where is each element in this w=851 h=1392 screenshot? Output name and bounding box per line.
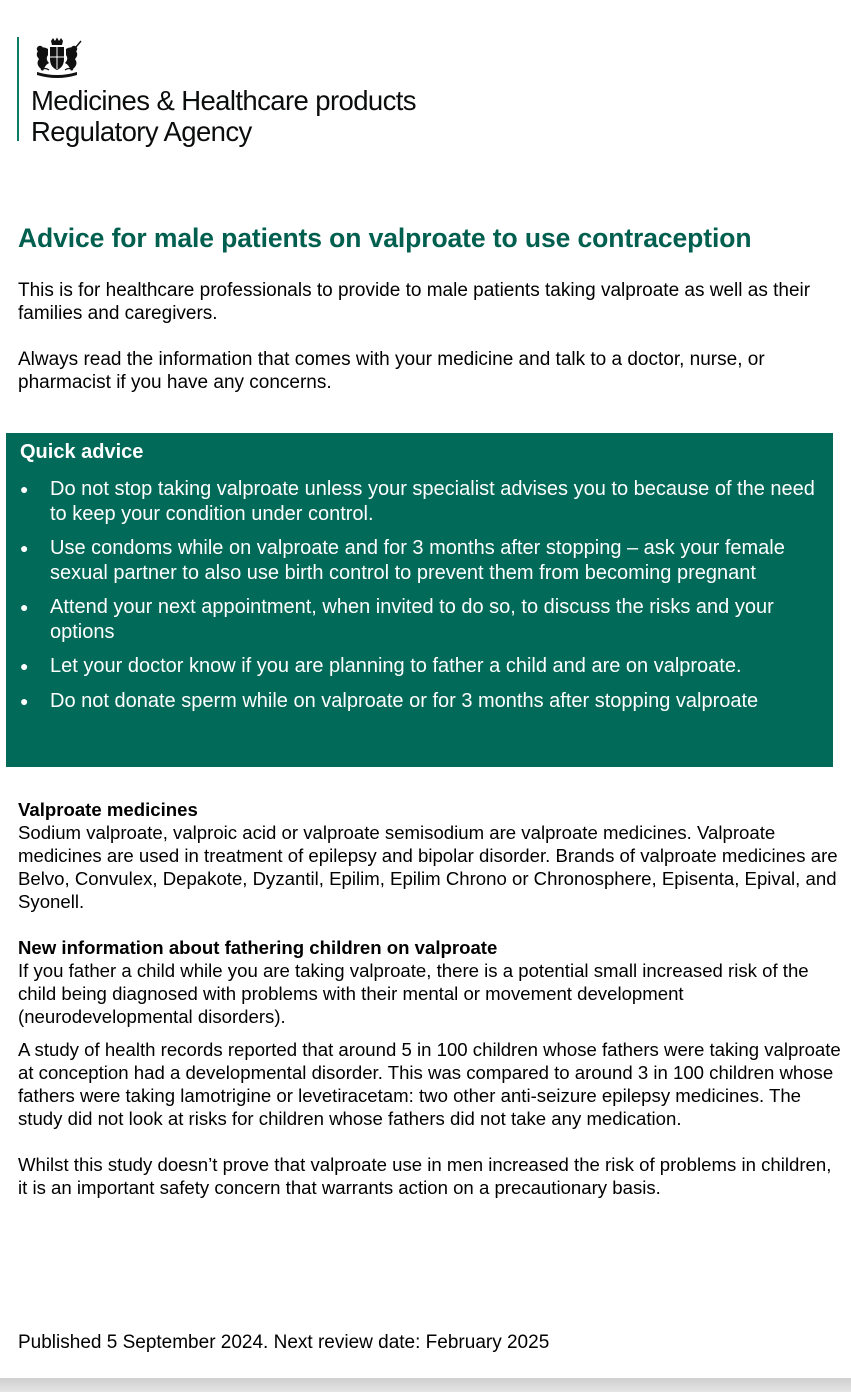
agency-name <box>31 85 416 147</box>
page-title: Advice for male patients on valproate to use contraception <box>18 223 752 253</box>
bullet-icon: ● <box>20 658 29 674</box>
main-content <box>18 798 843 1199</box>
quick-advice-list <box>20 477 820 723</box>
agency-name-line2: Regulatory Agency <box>31 116 252 147</box>
section-paragraph: Whilst this study doesn’t prove that valproate use in men increased the risk of problems in children, it is an important safety concern that warrants action on a precautionary basis. <box>18 1154 832 1198</box>
list-item-text: Use condoms while on valproate and for 3 months after stopping – ask your female sexual partner to also use birth control to prevent them from becoming pregnant <box>50 537 785 584</box>
quick-advice-panel <box>6 433 833 767</box>
list-item <box>20 595 820 644</box>
section-heading-valproate-medicines: Valproate medicines <box>18 799 198 820</box>
list-item <box>20 536 820 585</box>
list-item <box>20 689 820 714</box>
section-paragraph: Sodium valproate, valproic acid or valproate semisodium are valproate medicines. Valproate medicines are used in treatment of epilepsy and bipolar disorder. Brands of valproate medicines are Belvo, Convulex, Depakote, Dyzantil, Epilim, Epilim Chrono or Chronosphere, Episenta, Epival, and Syonell. <box>18 822 838 912</box>
quick-advice-heading: Quick advice <box>20 441 144 463</box>
royal-coat-of-arms-icon <box>31 37 83 79</box>
list-item-text: Attend your next appointment, when invited to do so, to discuss the risks and your options <box>50 596 774 643</box>
bullet-icon: ● <box>20 599 29 615</box>
section-paragraph: If you father a child while you are taking valproate, there is a potential small increased risk of the child being diagnosed with problems with their mental or movement development (neurodevelopmental disorders). <box>18 960 809 1027</box>
intro-paragraph: This is for healthcare professionals to provide to male patients taking valproate as well as their families and caregivers. <box>18 280 811 324</box>
page-bottom-edge <box>0 1378 851 1392</box>
mhra-logo <box>17 37 416 147</box>
list-item-text: Do not donate sperm while on valproate or for 3 months after stopping valproate <box>50 689 759 712</box>
agency-name-line1: Medicines & Healthcare products <box>31 85 416 116</box>
section-heading-new-information: New information about fathering children on valproate <box>18 937 498 958</box>
list-item-text: Do not stop taking valproate unless your specialist advises you to because of the need to keep your condition under control. <box>50 478 815 525</box>
bullet-icon: ● <box>20 540 29 556</box>
bullet-icon: ● <box>20 481 29 497</box>
list-item-text: Let your doctor know if you are planning to father a child and are on valproate. <box>50 655 742 677</box>
list-item <box>20 654 820 679</box>
bullet-icon: ● <box>20 692 29 709</box>
list-item <box>20 477 820 526</box>
section-paragraph: A study of health records reported that around 5 in 100 children whose fathers were taking valproate at conception had a developmental disorder. This was compared to around 3 in 100 children whose fathers were taking lamotrigine or levetiracetam: two other anti-seizure epilepsy medicines. The study did not look at risks for children whose fathers did not take any medication. <box>18 1039 841 1129</box>
intro-paragraph: Always read the information that comes with your medicine and talk to a doctor, nurse, or pharmacist if you have any concerns. <box>18 349 765 393</box>
intro-section <box>18 279 838 417</box>
publication-date: Published 5 September 2024. Next review date: February 2025 <box>18 1332 550 1353</box>
